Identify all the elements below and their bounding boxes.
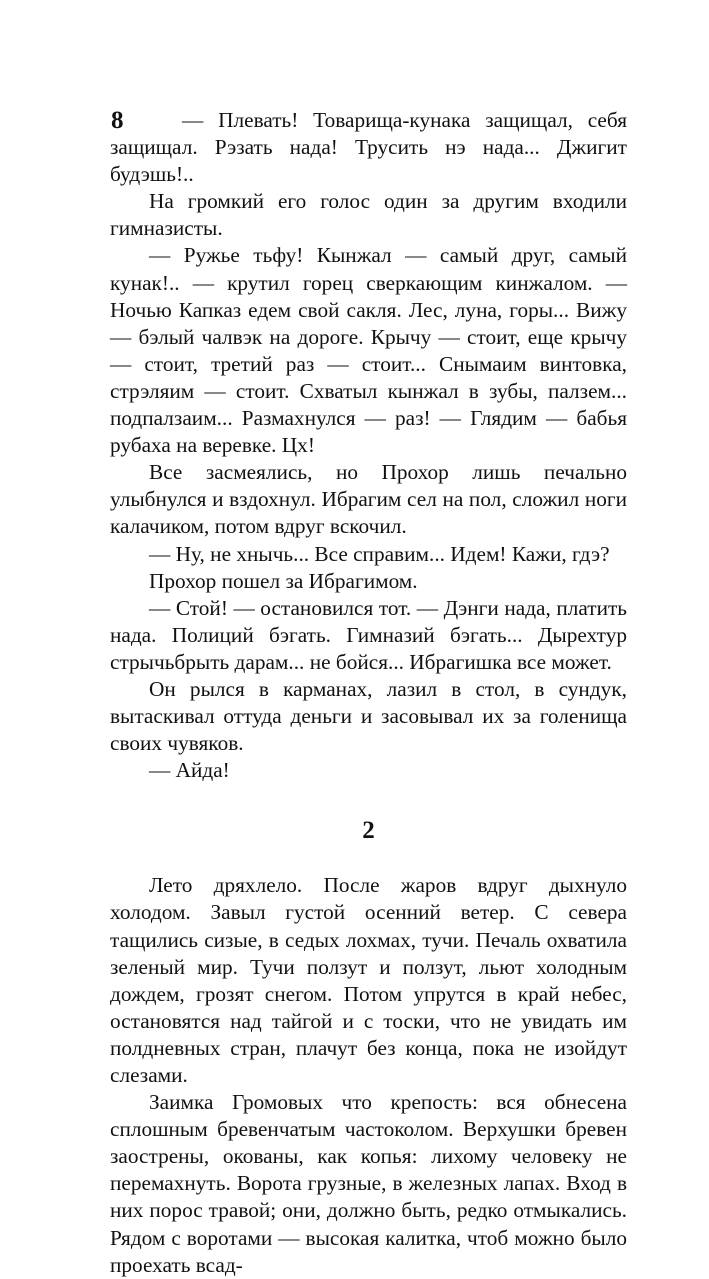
paragraph: — Плевать! Товарища-кунака защищал, себя защищал. Рэзать нада! Трусить нэ нада... Джигит будэшь!.. — [110, 108, 627, 187]
paragraph: Заимка Громовых что крепость: вся обнесена сплошным бревенчатым частоколом. Верхушки бревен заострены, окованы, как копья: лихому человеку не перемахнуть. Ворота грузные, в железных лапах. Вход в них порос травой; они, должно быть, редко отмыкались. Рядом с воротами — высокая калитка, чтоб можно было проехать всад- — [110, 1090, 627, 1277]
paragraph: На громкий его голос один за другим входили гимназисты. — [110, 189, 627, 241]
paragraph: Прохор пошел за Ибрагимом. — [149, 568, 418, 593]
paragraph: — Ружье тьфу! Кынжал — самый друг, самый кунак!.. — крутил горец сверкающим кинжалом. — Ночью Капказ едем свой сакля. Лес, луна, горы... Вижу — бэлый чалвэк на дороге. Крычу — стоит, еще крычу — стоит, третий раз — стоит... Снымаим винтовка, стрэляим — стоит. Схватыл кынжал в зубы, палзем... подпалзаим... Размахнулся — раз! — Глядим — бабья рубаха на веревке. Цх! — [110, 243, 627, 458]
paragraph: — Айда! — [149, 758, 230, 783]
page-number: 8 — [111, 107, 124, 134]
page-body — [110, 107, 627, 1279]
paragraph: Он рылся в карманах, лазил в стол, в сундук, вытаскивал оттуда деньги и засовывал их за голенища своих чувяков. — [110, 676, 627, 756]
paragraph: Лето дряхлело. После жаров вдруг дыхнуло холодом. Завыл густой осенний ветер. С севера тащились сизые, в седых лохмах, тучи. Печаль охватила зеленый мир. Тучи ползут и ползут, льют холодным дождем, грозят снегом. Потом упрутся в край небес, остановятся над тайгой и с тоски, что не увидать им полдневных стран, плачут без конца, пока не изойдут слезами. — [110, 873, 627, 1087]
paragraph: — Стой! — остановился тот. — Дэнги нада, платить нада. Полиций бэгать. Гимназий бэгать... Дырехтур стрычьбрыть дарам... не бойся... Ибрагишка все может. — [110, 595, 627, 674]
paragraph: — Ну, не хнычь... Все справим... Идем! Кажи, гдэ? — [149, 541, 610, 566]
section-1 — [110, 107, 627, 784]
chapter-number: 2 — [362, 817, 375, 845]
paragraph: Все засмеялись, но Прохор лишь печально улыбнулся и вздохнул. Ибрагим сел на пол, сложил ноги калачиком, потом вдруг вскочил. — [110, 460, 627, 539]
section-2 — [110, 872, 627, 1278]
